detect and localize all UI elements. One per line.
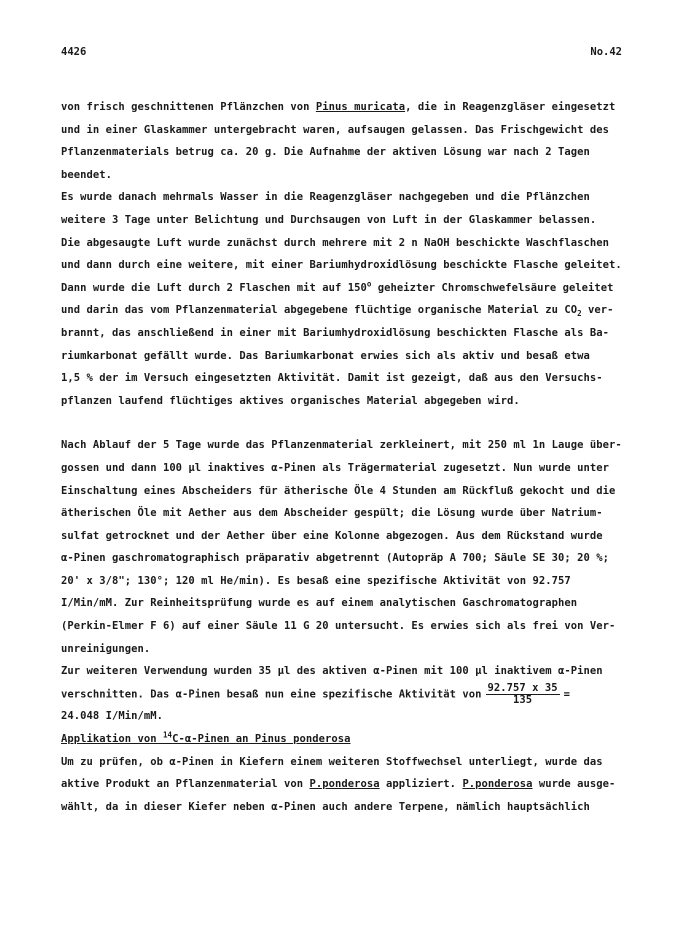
text-line: α-Pinen gaschromatographisch präparativ abgetrennt (Autopräp A 700; Säule SE 30; 20 %; xyxy=(61,552,609,565)
text-line: (Perkin-Elmer F 6) auf einer Säule 11 G 20 untersucht. Es erwies sich als frei von Ver- xyxy=(61,620,616,633)
text-line: sulfat getrocknet und der Aether über eine Kolonne abgezogen. Aus dem Rückstand wurde xyxy=(61,529,603,542)
text-line: Nach Ablauf der 5 Tage wurde das Pflanzenmaterial zerkleinert, mit 250 ml 1n Lauge über- xyxy=(61,439,622,452)
text-line: unreinigungen. xyxy=(61,642,151,655)
text-line: 24.048 I/Min/mM. xyxy=(61,710,163,723)
text-line: 20' x 3/8"; 130°; 120 ml He/min). Es besaß eine spezifische Aktivität von 92.757 xyxy=(61,574,571,587)
paragraph-gap xyxy=(61,412,621,434)
text-line: aktive Produkt an Pflanzenmaterial von P.ponderosa appliziert. P.ponderosa wurde ausge- xyxy=(61,778,616,791)
text-line: Pflanzenmaterials betrug ca. 20 g. Die Aufnahme der aktiven Lösung war nach 2 Tagen xyxy=(61,146,590,159)
page-number: 4426 xyxy=(61,46,87,58)
text-line: Zur weiteren Verwendung wurden 35 µl des aktiven α-Pinen mit 100 µl inaktivem α-Pinen xyxy=(61,665,603,678)
text-line: gossen und dann 100 µl inaktives α-Pinen als Trägermaterial zugesetzt. Nun wurde unter xyxy=(61,461,609,474)
text-line: und in einer Glaskammer untergebracht waren, aufsaugen gelassen. Das Frischgewicht des xyxy=(61,123,609,136)
text-line: Einschaltung eines Abscheiders für ätherische Öle 4 Stunden am Rückfluß gekocht und die xyxy=(61,484,616,497)
text-line: beendet. xyxy=(61,168,112,181)
document-body xyxy=(61,96,621,818)
text-line: 1,5 % der im Versuch eingesetzten Aktivität. Damit ist gezeigt, daß aus den Versuchs- xyxy=(61,372,603,385)
text-line: weitere 3 Tage unter Belichtung und Durchsaugen von Luft in der Glaskammer belassen. xyxy=(61,213,597,226)
text-line: pflanzen laufend flüchtiges aktives organisches Material abgegeben wird. xyxy=(61,394,520,407)
section-heading: Applikation von $^{14}$C-α-Pinen an Pinus ponderosa xyxy=(61,730,351,746)
text-line: Die abgesaugte Luft wurde zunächst durch mehrere mit 2 n NaOH beschickte Waschflaschen xyxy=(61,236,609,249)
text-line: Dann wurde die Luft durch 2 Flaschen mit auf 150$^o$ geheizter Chromschwefelsäure geleitet xyxy=(61,279,614,294)
text-line: von frisch geschnittenen Pflänzchen von Pinus muricata, die in Reagenzgläser eingesetzt xyxy=(61,101,616,113)
text-line: I/Min/mM. Zur Reinheitsprüfung wurde es auf einem analytischen Gaschromatographen xyxy=(61,597,578,610)
journal-issue: No.42 xyxy=(590,46,622,58)
text-line: verschnitten. Das α-Pinen besaß nun eine spezifische Aktivität von $\frac{92.757 x 35}{135}$ = xyxy=(61,681,570,706)
text-line: Es wurde danach mehrmals Wasser in die Reagenzgläser nachgegeben und die Pflänzchen xyxy=(61,191,590,204)
text-line: riumkarbonat gefällt wurde. Das Bariumkarbonat erwies sich als aktiv und besaß etwa xyxy=(61,349,590,362)
text-line: und dann durch eine weitere, mit einer Bariumhydroxidlösung beschickte Flasche geleitet. xyxy=(61,259,622,272)
text-line: und darin das vom Pflanzenmaterial abgegebene flüchtige organische Material zu $CO_2$ ver- xyxy=(61,304,614,319)
text-line: ätherischen Öle mit Aether aus dem Abscheider gespült; die Lösung wurde über Natrium- xyxy=(61,507,603,520)
activity-fraction: $\frac{92.757 x 35}{135}$ xyxy=(487,681,558,706)
text-line: wählt, da in dieser Kiefer neben α-Pinen auch andere Terpene, nämlich hauptsächlich xyxy=(61,800,590,813)
text-line: Um zu prüfen, ob α-Pinen in Kiefern einem weiteren Stoffwechsel unterliegt, wurde das xyxy=(61,755,603,768)
text-line: brannt, das anschließend in einer mit Bariumhydroxidlösung beschickten Flasche als Ba- xyxy=(61,326,609,339)
